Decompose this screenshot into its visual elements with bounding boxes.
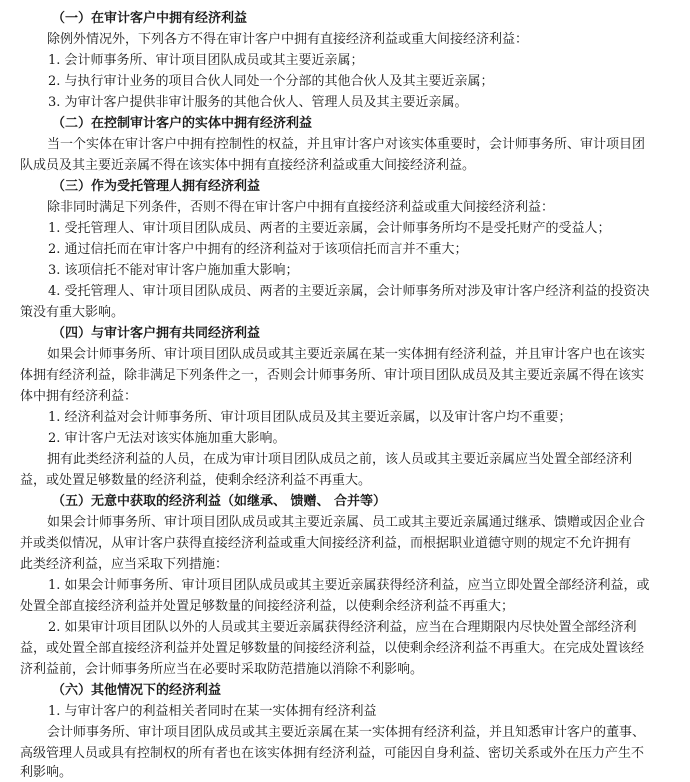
section-heading-2: （二）在控制审计客户的实体中拥有经济利益 <box>52 116 313 131</box>
list-item: 1. 与审计客户的利益相关者同时在某一实体拥有经济利益 <box>48 704 377 719</box>
list-item: 1. 如果会计师事务所、审计项目团队成员或其主要近亲属获得经济利益，应当立即处置全部经济利益，或 <box>48 578 650 593</box>
section-heading-6: （六）其他情况下的经济利益 <box>52 683 222 698</box>
paragraph-line: 除非同时满足下列条件，否则不得在审计客户中拥有直接经济利益或重大间接经济利益： <box>47 200 555 215</box>
paragraph-line: 体中拥有经济利益： <box>20 389 138 404</box>
list-item: 4. 受托管理人、审计项目团队成员、两者的主要近亲属，会计师事务所对涉及审计客户经济利益的投资决 <box>48 284 650 299</box>
list-item: 2. 通过信托而在审计客户中拥有的经济利益对于该项信托而言并不重大； <box>48 242 468 257</box>
paragraph-line: 益，或处置足够数量的经济利益，使剩余经济利益不再重大。 <box>20 473 372 488</box>
list-item: 1. 受托管理人、审计项目团队成员、两者的主要近亲属，会计师事务所均不是受托财产的受益人； <box>48 221 611 236</box>
paragraph-line: 益，或处置全部直接经济利益并处置足够数量的间接经济利益，以使剩余经济利益不再重大。在完成处置该经 <box>20 641 645 656</box>
section-heading-1: （一）在审计客户中拥有经济利益 <box>52 11 248 26</box>
list-item: 1. 会计师事务所、审计项目团队成员或其主要近亲属； <box>48 53 364 68</box>
paragraph-line: 当一个实体在审计客户中拥有控制性的权益，并且审计客户对该实体重要时，会计师事务所、审计项目团 <box>47 137 646 152</box>
section-heading-4: （四）与审计客户拥有共同经济利益 <box>52 326 261 341</box>
list-item: 2. 与执行审计业务的项目合伙人同处一个分部的其他合伙人及其主要近亲属； <box>48 74 494 89</box>
paragraph-line: 如果会计师事务所、审计项目团队成员或其主要近亲属、员工或其主要近亲属通过继承、馈赠或因企业合 <box>47 515 646 530</box>
paragraph-line: 济利益前，会计师事务所应当在必要时采取防范措施以消除不利影响。 <box>20 662 424 677</box>
paragraph-line: 会计师事务所、审计项目团队成员或其主要近亲属在某一实体拥有经济利益，并且知悉审计客户的董事、 <box>47 725 646 740</box>
paragraph-line: 处置全部直接经济利益并处置足够数量的间接经济利益，以使剩余经济利益不再重大； <box>20 599 515 614</box>
list-item: 2. 审计客户无法对该实体施加重大影响。 <box>48 431 286 446</box>
paragraph-line: 队成员及其主要近亲属不得在该实体中拥有直接经济利益或重大间接经济利益。 <box>20 158 476 173</box>
section-heading-3: （三）作为受托管理人拥有经济利益 <box>52 179 261 194</box>
list-item: 2. 如果审计项目团队以外的人员或其主要近亲属获得经济利益，应当在合理期限内尽快处置全部经济利 <box>48 620 637 635</box>
paragraph-line: 并或类似情况，从审计客户获得直接经济利益或重大间接经济利益，而根据职业道德守则的规定不允许拥有 <box>20 536 632 551</box>
paragraph-line: 拥有此类经济利益的人员，在成为审计项目团队成员之前，该人员或其主要近亲属应当处置全部经济利 <box>47 452 633 467</box>
list-item: 3. 该项信托不能对审计客户施加重大影响； <box>48 263 299 278</box>
section-heading-5: （五）无意中获取的经济利益（如继承、 馈赠、 合并等） <box>52 494 387 509</box>
list-item: 1. 经济利益对会计师事务所、审计项目团队成员及其主要近亲属，以及审计客户均不重要； <box>48 410 572 425</box>
paragraph-line: 体拥有经济利益，除非满足下列条件之一，否则会计师事务所、审计项目团队成员及其主要近亲属不得在该实 <box>20 368 645 383</box>
paragraph-line: 除例外情况外，下列各方不得在审计客户中拥有直接经济利益或重大间接经济利益： <box>47 32 529 47</box>
paragraph-line: 此类经济利益，应当采取下列措施： <box>20 557 229 572</box>
paragraph-line: 利影响。 <box>20 765 73 780</box>
paragraph-line: 高级管理人员或具有控制权的所有者也在该实体拥有经济利益，可能因自身利益、密切关系或外在压力产生不 <box>20 746 645 761</box>
paragraph-line: 如果会计师事务所、审计项目团队成员或其主要近亲属在某一实体拥有经济利益，并且审计客户也在该实 <box>47 347 646 362</box>
list-item: 3. 为审计客户提供非审计服务的其他合伙人、管理人员及其主要近亲属。 <box>48 95 468 110</box>
paragraph-line: 策没有重大影响。 <box>20 305 125 320</box>
